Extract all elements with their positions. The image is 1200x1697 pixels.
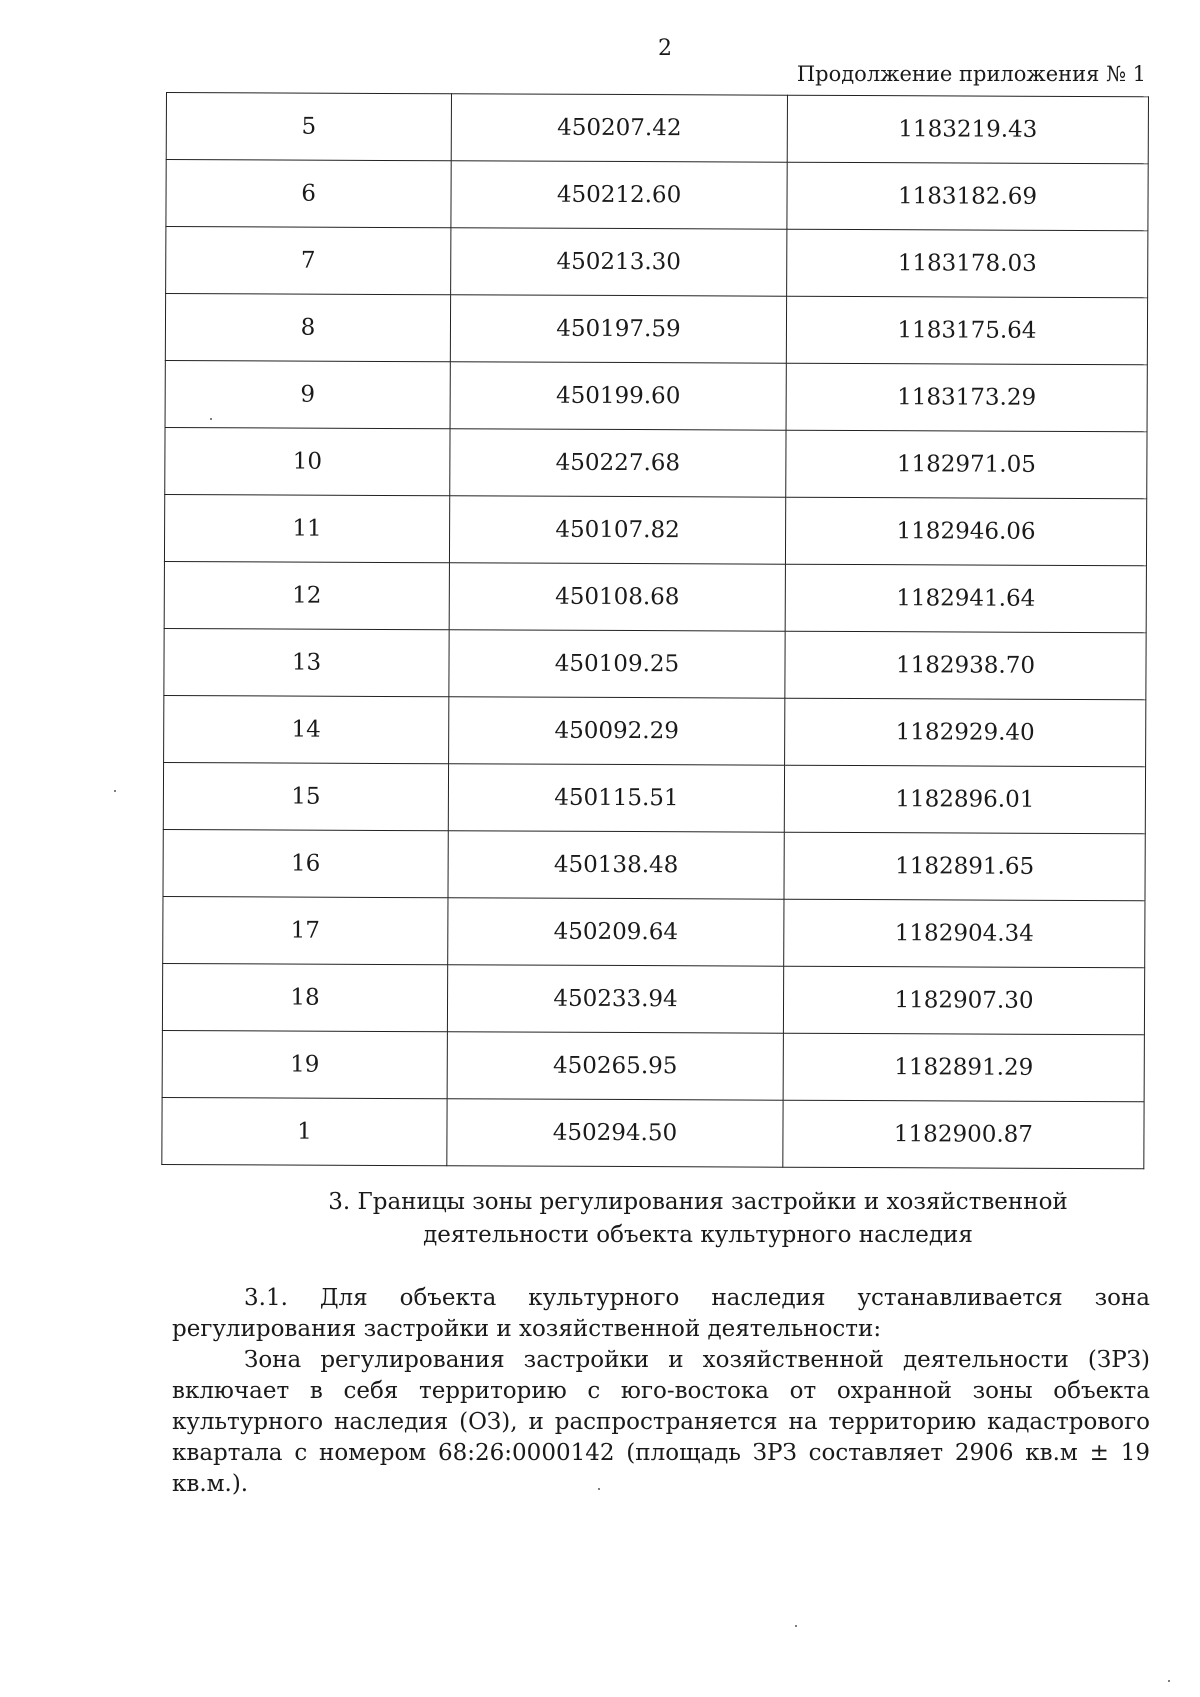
x-coordinate-cell: 450265.95 [447, 1032, 783, 1100]
table-row [162, 963, 1144, 1034]
x-coordinate-cell: 450107.82 [449, 496, 785, 564]
scan-speck [598, 1488, 600, 1490]
y-coordinate-cell: 1183219.43 [787, 95, 1148, 164]
point-number-cell: 6 [166, 160, 451, 228]
table-row [166, 160, 1148, 231]
section-title-line-2: деятельности объекта культурного наследия [423, 1222, 973, 1248]
x-coordinate-cell: 450199.60 [450, 362, 786, 430]
y-coordinate-cell: 1182971.05 [786, 430, 1147, 499]
point-number-cell: 14 [164, 695, 449, 763]
paragraph-zrz-description: Зона регулирования застройки и хозяйственной деятельности (ЗРЗ) включает в себя территорию с юго-востока от охранной зоны объекта культурного наследия (ОЗ), и распространяется на территорию кадастрового квартала с номером 68:26:0000142 (площадь ЗРЗ составляет 2906 кв.м ± 19 кв.м.). [172, 1347, 1150, 1497]
point-number-cell: 8 [165, 294, 450, 362]
table-row [163, 896, 1145, 967]
y-coordinate-cell: 1183178.03 [787, 229, 1148, 298]
table-row [164, 695, 1146, 766]
x-coordinate-cell: 450209.64 [448, 898, 784, 966]
scan-speck [795, 1625, 797, 1627]
point-number-cell: 13 [164, 628, 449, 696]
y-coordinate-cell: 1182896.01 [784, 765, 1145, 834]
x-coordinate-cell: 450213.30 [451, 228, 787, 296]
continuation-note: Продолжение приложения № 1 [796, 62, 1146, 86]
table-row [164, 561, 1146, 632]
x-coordinate-cell: 450092.29 [449, 697, 785, 765]
x-coordinate-cell: 450138.48 [448, 831, 784, 899]
coordinates-table-body [162, 93, 1149, 1169]
point-number-cell: 1 [162, 1097, 447, 1165]
table-row [164, 628, 1146, 699]
x-coordinate-cell: 450233.94 [447, 965, 783, 1033]
paragraph-3-1: 3.1. Для объекта культурного наследия устанавливается зона регулирования застройки и хозяйственной деятельности: [172, 1285, 1150, 1342]
y-coordinate-cell: 1183173.29 [786, 363, 1147, 432]
table-row [165, 360, 1147, 431]
point-number-cell: 12 [164, 561, 449, 629]
point-number-cell: 11 [164, 494, 449, 562]
y-coordinate-cell: 1182904.34 [784, 899, 1145, 968]
y-coordinate-cell: 1182946.06 [785, 497, 1146, 566]
table-row [163, 829, 1145, 900]
page-number: 2 [658, 36, 672, 61]
y-coordinate-cell: 1183182.69 [787, 162, 1148, 231]
table-row [166, 227, 1148, 298]
y-coordinate-cell: 1182900.87 [783, 1100, 1144, 1169]
table-row [163, 762, 1145, 833]
x-coordinate-cell: 450108.68 [449, 563, 785, 631]
y-coordinate-cell: 1182929.40 [785, 698, 1146, 767]
point-number-cell: 15 [163, 762, 448, 830]
point-number-cell: 10 [165, 427, 450, 495]
x-coordinate-cell: 450227.68 [450, 429, 786, 497]
scan-speck [114, 790, 116, 792]
section-title [318, 1186, 1078, 1252]
coordinates-table [161, 92, 1149, 1169]
point-number-cell: 7 [166, 227, 451, 295]
point-number-cell: 19 [162, 1030, 447, 1098]
x-coordinate-cell: 450294.50 [447, 1099, 783, 1167]
y-coordinate-cell: 1182907.30 [783, 966, 1144, 1035]
point-number-cell: 17 [163, 896, 448, 964]
y-coordinate-cell: 1182891.29 [783, 1033, 1144, 1102]
table-row [164, 494, 1146, 565]
x-coordinate-cell: 450212.60 [451, 161, 787, 229]
table-row [162, 1030, 1144, 1101]
x-coordinate-cell: 450197.59 [450, 295, 786, 363]
y-coordinate-cell: 1182891.65 [784, 832, 1145, 901]
point-number-cell: 18 [162, 963, 447, 1031]
y-coordinate-cell: 1182941.64 [785, 564, 1146, 633]
scan-speck [1168, 1680, 1170, 1682]
y-coordinate-cell: 1183175.64 [786, 296, 1147, 365]
scan-speck [210, 418, 212, 420]
table-row [162, 1097, 1144, 1168]
table-row [165, 427, 1147, 498]
point-number-cell: 9 [165, 360, 450, 428]
point-number-cell: 5 [166, 93, 451, 161]
table-row [165, 294, 1147, 365]
y-coordinate-cell: 1182938.70 [785, 631, 1146, 700]
table-row [166, 93, 1148, 164]
point-number-cell: 16 [163, 829, 448, 897]
x-coordinate-cell: 450115.51 [448, 764, 784, 832]
x-coordinate-cell: 450207.42 [451, 94, 787, 162]
section-title-line-1: 3. Границы зоны регулирования застройки и хозяйственной [328, 1189, 1068, 1215]
x-coordinate-cell: 450109.25 [449, 630, 785, 698]
